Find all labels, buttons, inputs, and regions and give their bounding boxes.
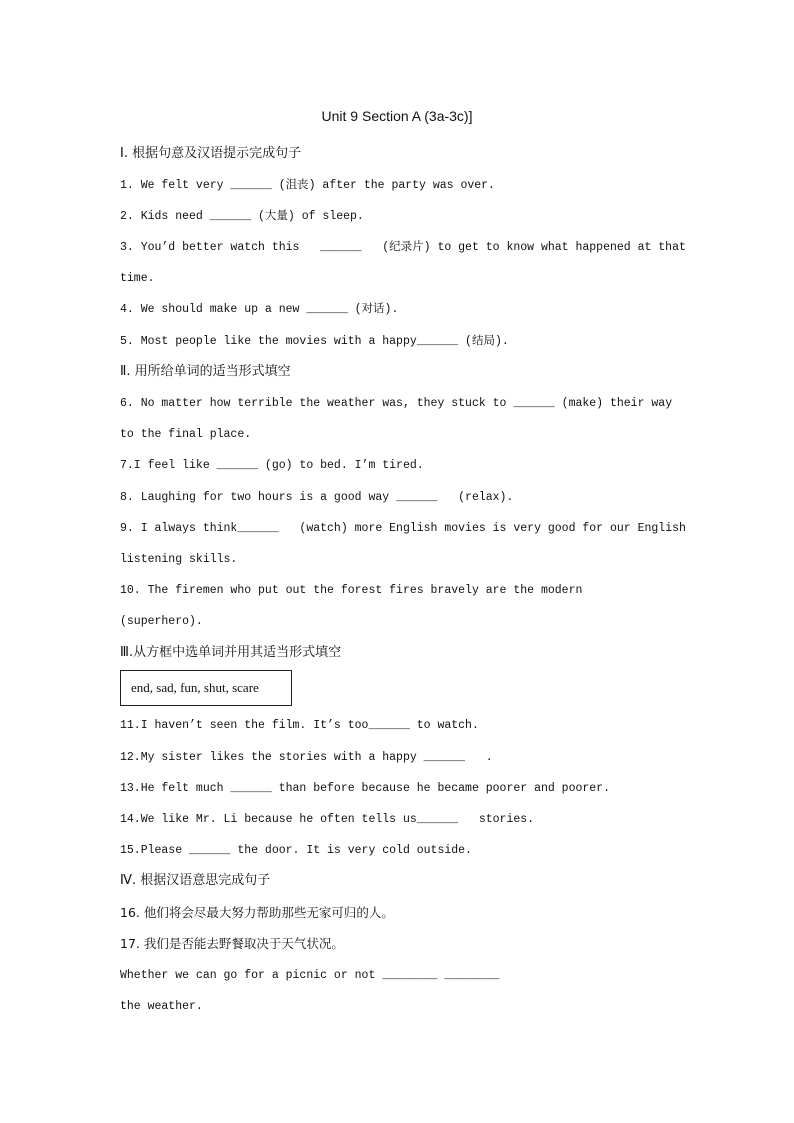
question-5: 5. Most people like the movies with a happy______ (结局). [120,335,509,348]
question-6-cont: to the final place. [120,428,252,441]
question-17: 17. 我们是否能去野餐取决于天气状况。 [120,936,344,951]
question-11: 11.I haven’t seen the film. It’s too______ to watch. [120,719,479,732]
section-3-heading: Ⅲ.从方框中选单词并用其适当形式填空 [120,645,342,660]
question-7: 7.I feel like ______ (go) to bed. I’m tired. [120,459,424,472]
question-15: 15.Please ______ the door. It is very cold outside. [120,844,472,857]
question-17-answer-cont: the weather. [120,1000,203,1013]
question-16: 16. 他们将会尽最大努力帮助那些无家可归的人。 [120,905,394,920]
question-9-cont: listening skills. [120,553,238,566]
section-2-heading: Ⅱ. 用所给单词的适当形式填空 [120,364,291,379]
question-10: 10. The firemen who put out the forest fires bravely are the modern [120,584,583,597]
question-3: 3. You’d better watch this ______ (纪录片) to get to know what happened at that [120,241,686,254]
page-title: Unit 9 Section A (3a-3c)] [321,108,473,124]
question-1: 1. We felt very ______ (沮丧) after the party was over. [120,179,495,192]
question-2: 2. Kids need ______ (大量) of sleep. [120,210,364,223]
section-1-heading: Ⅰ. 根据句意及汉语提示完成句子 [120,146,302,161]
question-9: 9. I always think______ (watch) more English movies is very good for our English [120,522,686,535]
question-3-cont: time. [120,272,155,285]
question-10-cont: (superhero). [120,615,203,628]
question-17-answer-line: Whether we can go for a picnic or not ________ ________ [120,969,500,982]
question-4: 4. We should make up a new ______ (对话). [120,303,399,316]
question-8: 8. Laughing for two hours is a good way ______ (relax). [120,491,514,504]
question-6: 6. No matter how terrible the weather was, they stuck to ______ (make) their way [120,397,673,410]
question-13: 13.He felt much ______ than before because he became poorer and poorer. [120,782,610,795]
question-12: 12.My sister likes the stories with a happy ______ . [120,751,493,764]
word-box: end, sad, fun, shut, scare [120,670,292,706]
section-4-heading: Ⅳ. 根据汉语意思完成句子 [120,873,271,888]
question-14: 14.We like Mr. Li because he often tells us______ stories. [120,813,535,826]
